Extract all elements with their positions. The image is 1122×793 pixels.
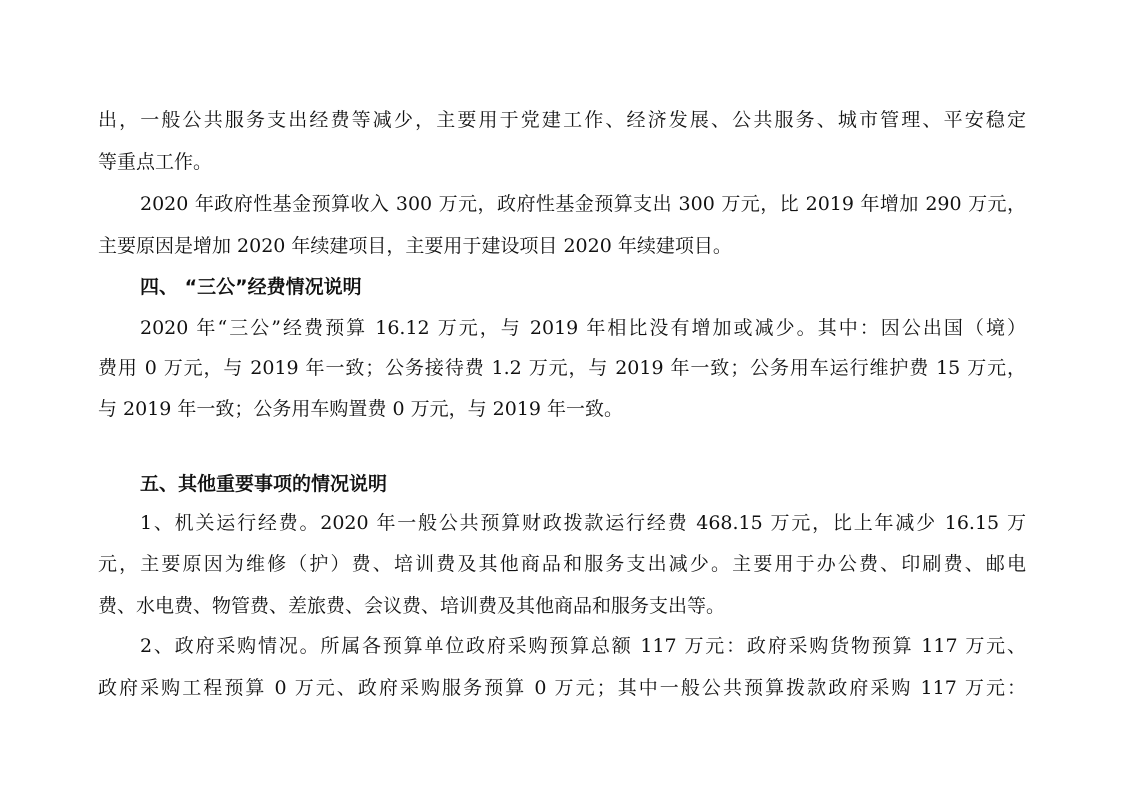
paragraph-line: 2、政府采购情况。所属各预算单位政府采购预算总额 117 万元：政府采购货物预算 117 万元、: [140, 635, 1026, 657]
paragraph-line: 主要原因是增加 2020 年续建项目，主要用于建设项目 2020 年续建项目。: [98, 235, 732, 257]
section-heading: 四、 “三公”经费情况说明: [140, 276, 362, 298]
paragraph-line: 元，主要原因为维修（护）费、培训费及其他商品和服务支出减少。主要用于办公费、印刷费、邮电: [98, 553, 1026, 575]
paragraph-line: 费用 0 万元，与 2019 年一致；公务接待费 1.2 万元，与 2019 年一致；公务用车运行维护费 15 万元，: [98, 357, 1026, 379]
paragraph-line: 等重点工作。: [98, 151, 213, 173]
paragraph-line: 出，一般公共服务支出经费等减少，主要用于党建工作、经济发展、公共服务、城市管理、平安稳定: [98, 109, 1026, 131]
paragraph-line: 1、机关运行经费。2020 年一般公共预算财政拨款运行经费 468.15 万元，比上年减少 16.15 万: [140, 512, 1026, 534]
paragraph-line: 2020 年“三公”经费预算 16.12 万元，与 2019 年相比没有增加或减少。其中：因公出国（境）: [140, 317, 1026, 339]
paragraph-line: 与 2019 年一致；公务用车购置费 0 万元，与 2019 年一致。: [98, 398, 624, 420]
section-heading: 五、其他重要事项的情况说明: [140, 473, 388, 495]
paragraph-line: 费、水电费、物管费、差旅费、会议费、培训费及其他商品和服务支出等。: [98, 595, 726, 617]
paragraph-line: 政府采购工程预算 0 万元、政府采购服务预算 0 万元；其中一般公共预算拨款政府采购 117 万元：: [98, 677, 1026, 699]
paragraph-line: 2020 年政府性基金预算收入 300 万元，政府性基金预算支出 300 万元，比 2019 年增加 290 万元，: [140, 193, 1026, 215]
